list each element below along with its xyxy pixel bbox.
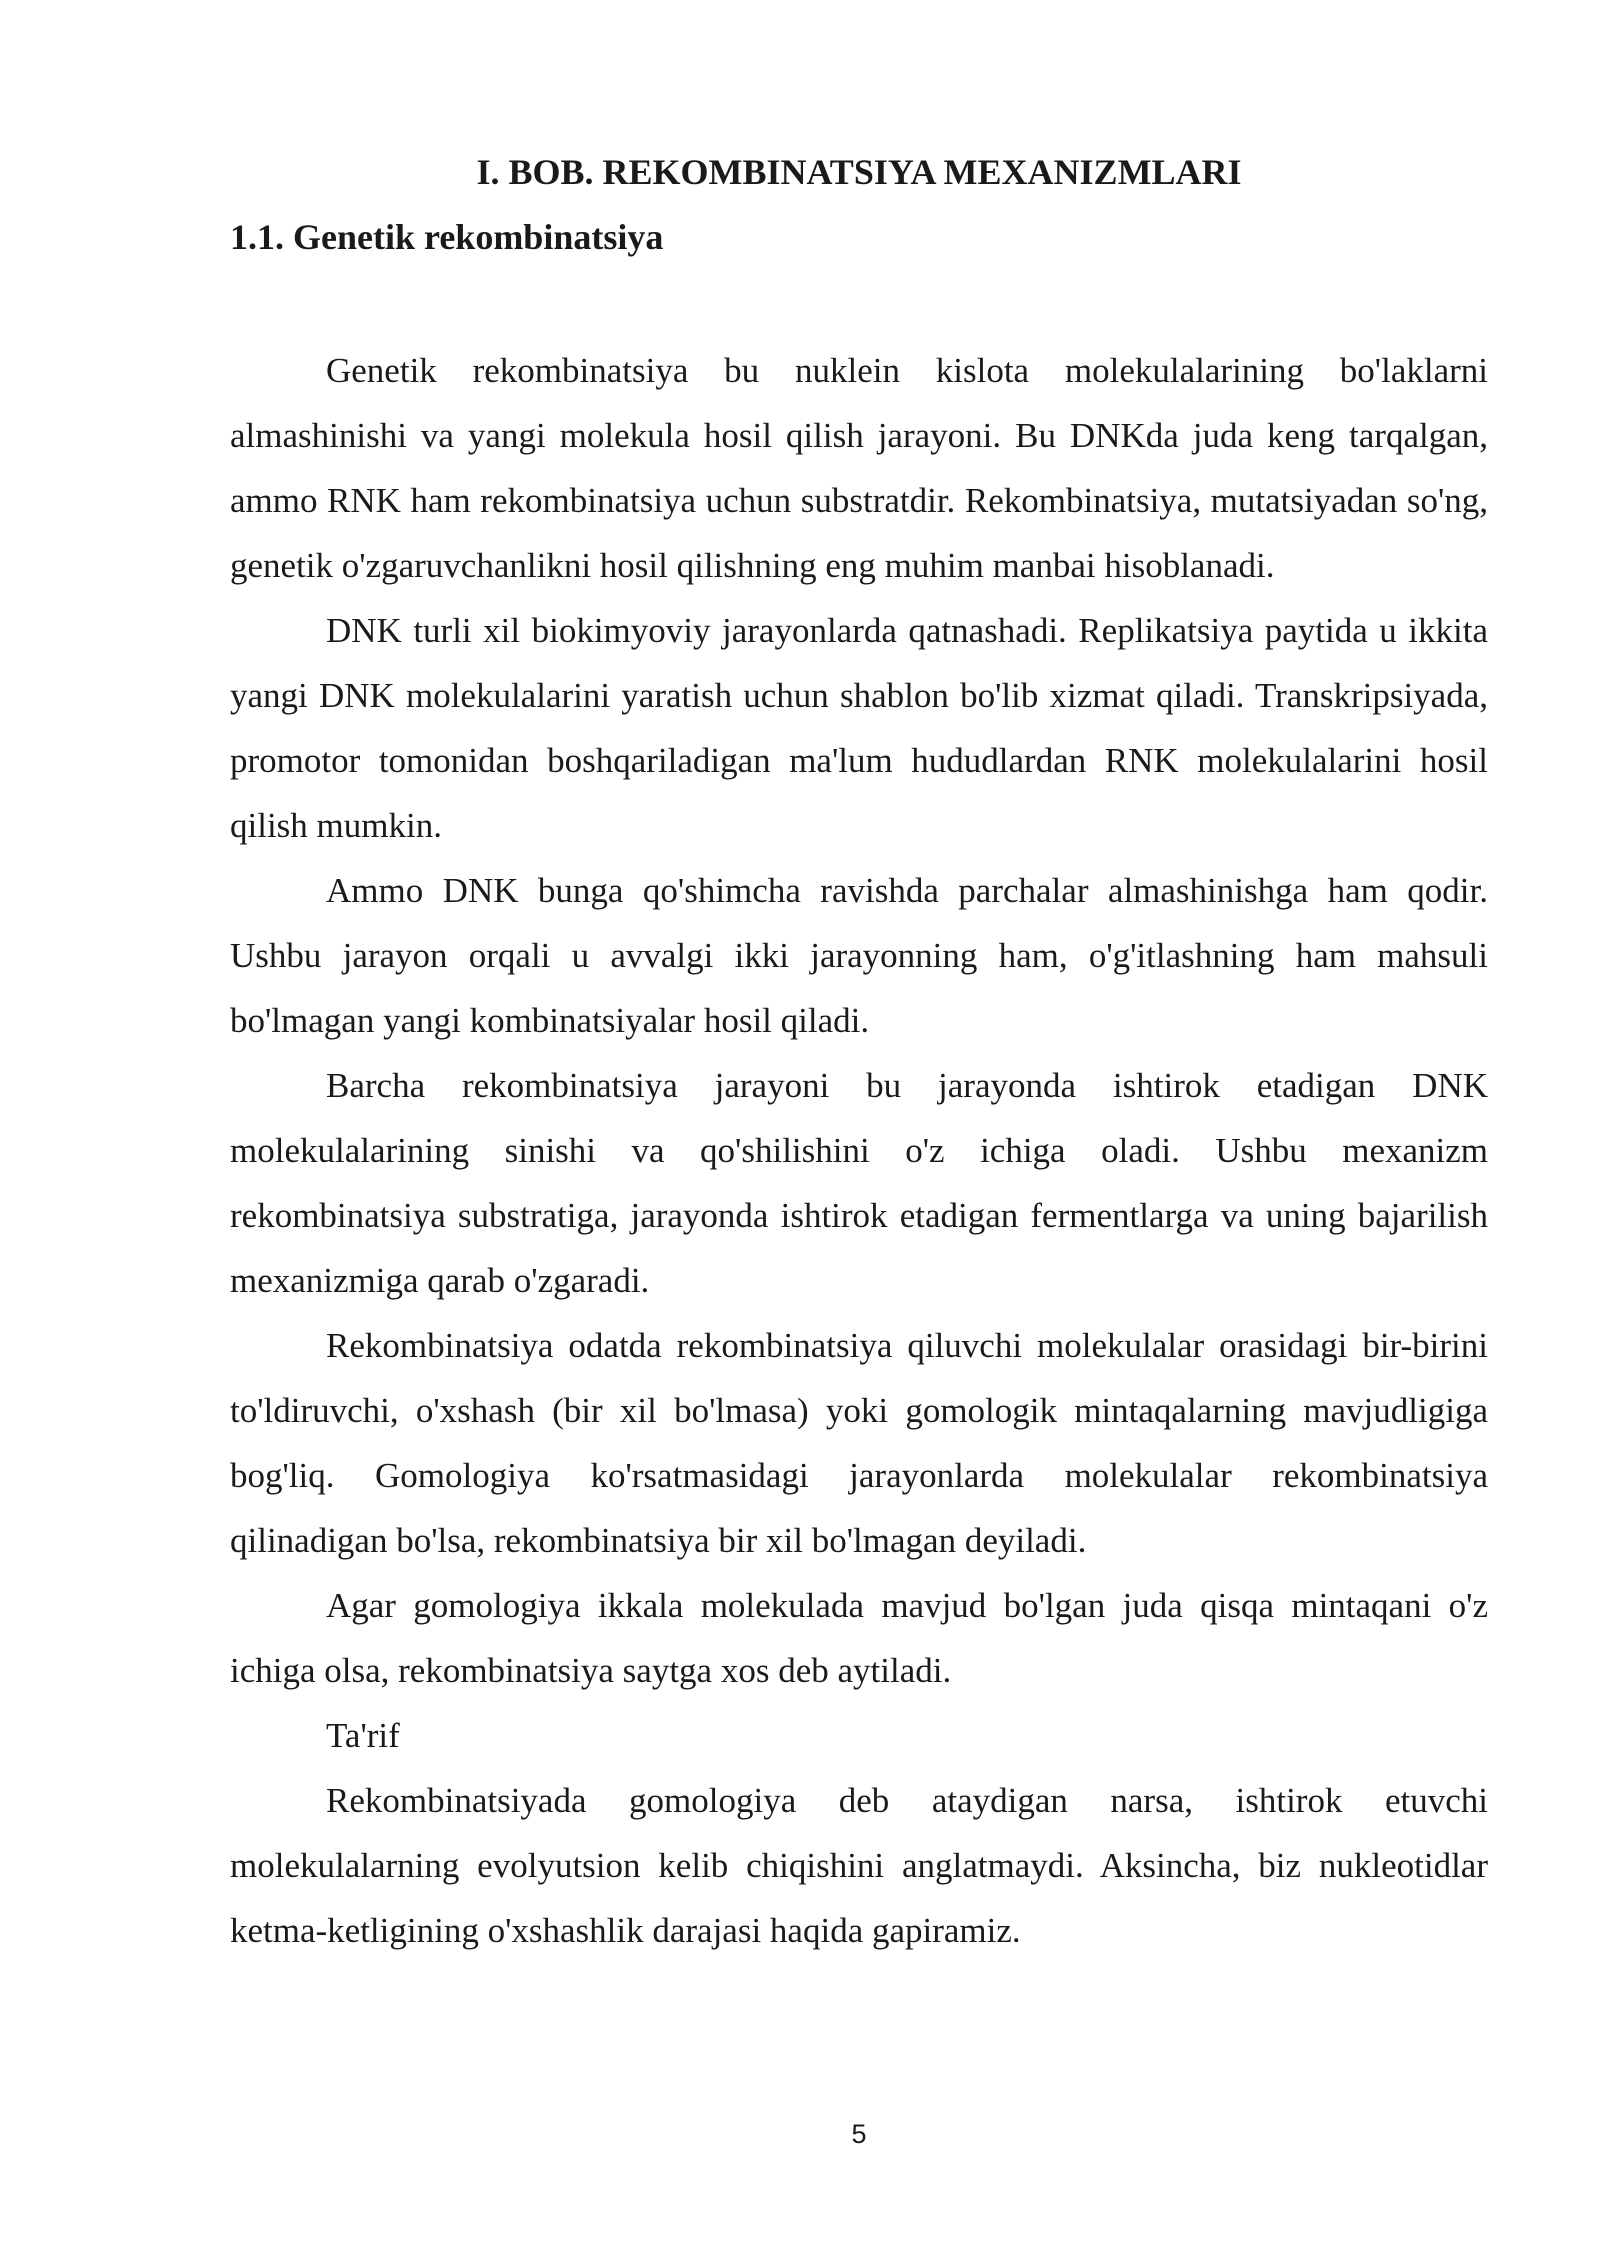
body-text (230, 338, 1488, 1963)
paragraph: Rekombinatsiyada gomologiya deb ataydigan narsa, ishtirok etuvchi molekulalarning evolyutsion kelib chiqishini anglatmaydi. Aksincha, biz nukleotidlar ketma-ketligining o'xshashlik darajasi haqida gapiramiz. (230, 1781, 1488, 1950)
paragraph: Barcha rekombinatsiya jarayoni bu jarayonda ishtirok etadigan DNK molekulalarining sinishi va qo'shilishini o'z ichiga oladi. Ushbu mexanizm rekombinatsiya substratiga, jarayonda ishtirok etadigan fermentlarga va uning bajarilish mexanizmiga qarab o'zgaradi. (230, 1066, 1488, 1300)
chapter-title: I. BOB. REKOMBINATSIYA MEXANIZMLARI (476, 152, 1242, 192)
paragraph: Rekombinatsiya odatda rekombinatsiya qiluvchi molekulalar orasidagi bir-birini to'ldiruvchi, o'xshash (bir xil bo'lmasa) yoki gomologik mintaqalarning mavjudligiga bog'liq. Gomologiya ko'rsatmasidagi jarayonlarda molekulalar rekombinatsiya qilinadigan bo'lsa, rekombinatsiya bir xil bo'lmagan deyiladi. (230, 1326, 1488, 1560)
page-number: 5 (851, 2119, 867, 2149)
paragraph: Agar gomologiya ikkala molekulada mavjud bo'lgan juda qisqa mintaqani o'z ichiga olsa, rekombinatsiya saytga xos deb aytiladi. (230, 1586, 1488, 1690)
definition-heading: Ta'rif (326, 1716, 400, 1755)
section-title: 1.1. Genetik rekombinatsiya (230, 217, 664, 257)
paragraph: DNK turli xil biokimyoviy jarayonlarda qatnashadi. Replikatsiya paytida u ikkita yangi DNK molekulalarini yaratish uchun shablon bo'lib xizmat qiladi. Transkripsiyada, promotor tomonidan boshqariladigan ma'lum hududlardan RNK molekulalarini hosil qilish mumkin. (230, 611, 1488, 845)
paragraph: Genetik rekombinatsiya bu nuklein kislota molekulalarining bo'laklarni almashinishi va yangi molekula hosil qilish jarayoni. Bu DNKda juda keng tarqalgan, ammo RNK ham rekombinatsiya uchun substratdir. Rekombinatsiya, mutatsiyadan so'ng, genetik o'zgaruvchanlikni hosil qilishning eng muhim manbai hisoblanadi. (230, 351, 1488, 585)
paragraph: Ammo DNK bunga qo'shimcha ravishda parchalar almashinishga ham qodir. Ushbu jarayon orqali u avvalgi ikki jarayonning ham, o'g'itlashning ham mahsuli bo'lmagan yangi kombinatsiyalar hosil qiladi. (230, 871, 1488, 1040)
